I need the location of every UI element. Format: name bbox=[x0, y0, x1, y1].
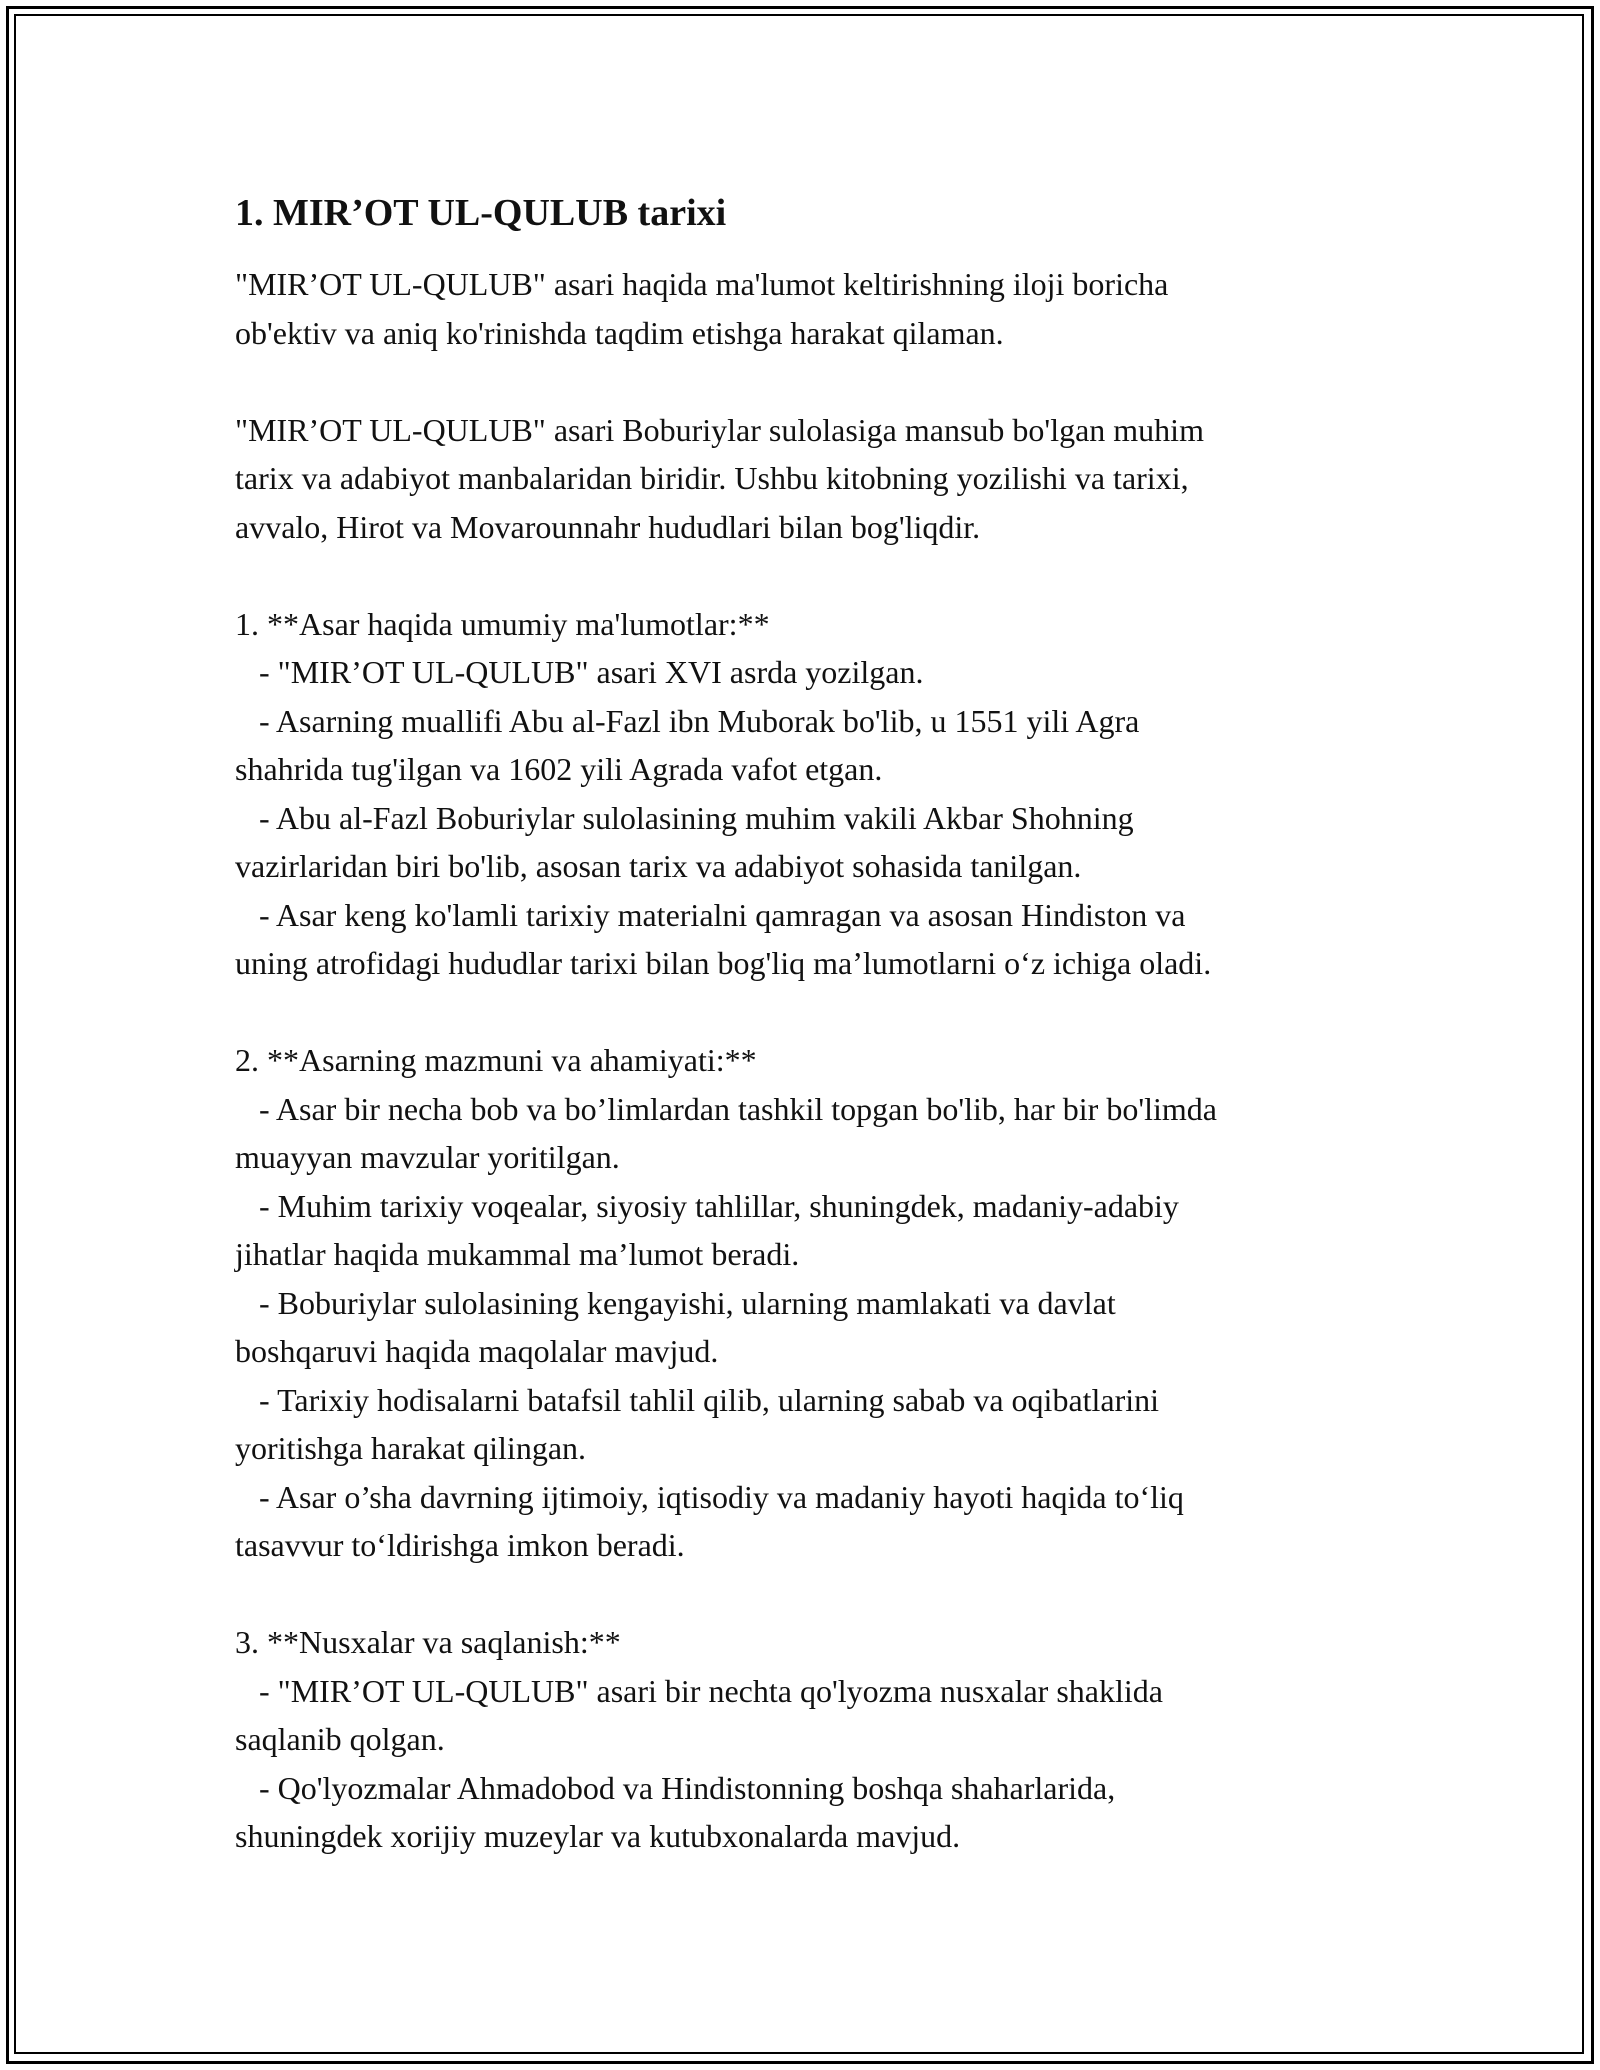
section-content-significance bbox=[235, 1036, 1415, 1570]
text-line: tarix va adabiyot manbalaridan biridir. Ushbu kitobning yozilishi va tarixi, bbox=[235, 460, 1189, 496]
list-item-continuation: tasavvur to‘ldirishga imkon beradi. bbox=[235, 1527, 685, 1563]
section-heading: 3. **Nusxalar va saqlanish:** bbox=[235, 1624, 621, 1660]
text-line: "MIR’OT UL-QULUB" asari Boburiylar sulolasiga mansub bo'lgan muhim bbox=[235, 411, 1204, 448]
list-item-continuation: vazirlaridan biri bo'lib, asosan tarix va adabiyot sohasida tanilgan. bbox=[235, 848, 1082, 884]
list-item: - Tarixiy hodisalarni batafsil tahlil qilib, ularning sabab va oqibatlarini bbox=[235, 1381, 1160, 1418]
list-item: - Abu al-Fazl Boburiylar sulolasining muhim vakili Akbar Shohning bbox=[235, 799, 1134, 836]
list-item-continuation: uning atrofidagi hududlar tarixi bilan bog'liq ma’lumotlarni o‘z ichiga oladi. bbox=[235, 945, 1212, 981]
list-item: - Asar bir necha bob va bo’limlardan tashkil topgan bo'lib, har bir bo'limda bbox=[235, 1090, 1217, 1127]
section-heading: 1. **Asar haqida umumiy ma'lumotlar:** bbox=[235, 605, 770, 642]
list-item-continuation: boshqaruvi haqida maqolalar mavjud. bbox=[235, 1333, 719, 1369]
list-item-continuation: shahrida tug'ilgan va 1602 yili Agrada vafot etgan. bbox=[235, 751, 883, 787]
list-item-continuation: yoritishga harakat qilingan. bbox=[235, 1430, 587, 1466]
list-item: - Qo'lyozmalar Ahmadobod va Hindistonning boshqa shaharlarida, bbox=[235, 1769, 1116, 1806]
list-item: - Muhim tarixiy voqealar, siyosiy tahlillar, shuningdek, madaniy-adabiy bbox=[235, 1187, 1179, 1224]
list-item-continuation: saqlanib qolgan. bbox=[235, 1721, 445, 1757]
list-item: - Boburiylar sulolasining kengayishi, ularning mamlakati va davlat bbox=[235, 1284, 1116, 1321]
text-line: ob'ektiv va aniq ko'rinishda taqdim etishga harakat qilaman. bbox=[235, 314, 1004, 351]
section-heading: 2. **Asarning mazmuni va ahamiyati:** bbox=[235, 1042, 757, 1078]
list-item: - Asarning muallifi Abu al-Fazl ibn Muborak bo'lib, u 1551 yili Agra bbox=[235, 702, 1140, 739]
list-item-continuation: jihatlar haqida mukammal ma’lumot beradi. bbox=[235, 1236, 800, 1272]
text-line: "MIR’OT UL-QULUB" asari haqida ma'lumot keltirishning iloji boricha bbox=[235, 266, 1169, 302]
document-title: 1. MIR’OT UL-QULUB tarixi bbox=[235, 192, 727, 234]
list-item: - "MIR’OT UL-QULUB" asari XVI asrda yozilgan. bbox=[235, 654, 924, 690]
list-item-continuation: shuningdek xorijiy muzeylar va kutubxonalarda mavjud. bbox=[235, 1818, 961, 1854]
section-general-info bbox=[235, 600, 1415, 988]
text-line: avvalo, Hirot va Movarounnahr hududlari bilan bog'liqdir. bbox=[235, 508, 981, 545]
list-item: - "MIR’OT UL-QULUB" asari bir nechta qo'lyozma nusxalar shaklida bbox=[235, 1672, 1163, 1709]
overview-paragraph bbox=[235, 406, 1415, 552]
document-body bbox=[235, 186, 1415, 1861]
section-copies-preservation bbox=[235, 1618, 1415, 1861]
list-item: - Asar o’sha davrning ijtimoiy, iqtisodiy va madaniy hayoti haqida to‘liq bbox=[235, 1478, 1184, 1515]
intro-paragraph bbox=[235, 260, 1415, 357]
list-item-continuation: muayyan mavzular yoritilgan. bbox=[235, 1139, 620, 1175]
list-item: - Asar keng ko'lamli tarixiy materialni qamragan va asosan Hindiston va bbox=[235, 896, 1186, 933]
